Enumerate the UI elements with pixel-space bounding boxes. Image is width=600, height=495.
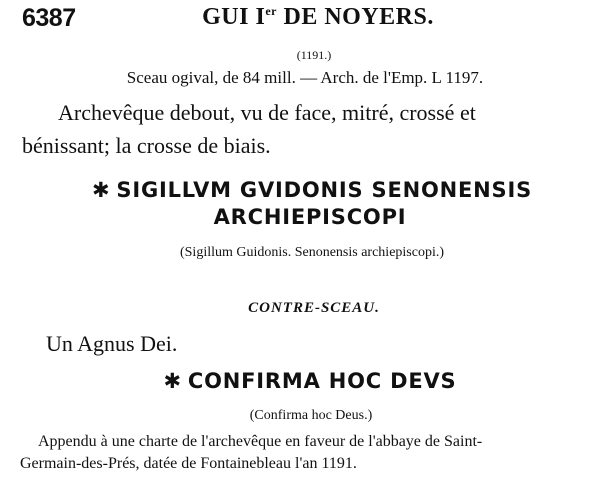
counter-seal-legend-text: CONFIRMA HOC DEVS — [187, 369, 457, 393]
entry-title — [0, 4, 600, 31]
title-main: GUI I — [202, 4, 266, 30]
seal-description-line-2: bénissant; la crosse de biais. — [22, 133, 271, 158]
seal-legend-text-1: SIGILLVM GVIDONIS SENONENSIS — [116, 178, 532, 202]
seal-legend-line-1 — [0, 178, 600, 202]
legend-star-icon: ✱ — [92, 178, 111, 202]
entry-meta: Sceau ogival, de 84 mill. — Arch. de l'Emp. L 1197. — [126, 68, 484, 87]
entry-date: (1191.) — [296, 48, 332, 62]
title-superscript: er — [265, 4, 277, 18]
counter-seal-heading: CONTRE-SCEAU. — [248, 300, 380, 316]
seal-description-line-1: Archevêque debout, vu de face, mitré, crossé et — [58, 100, 476, 125]
seal-legend-line-2: ARCHIEPISCOPI — [213, 205, 407, 229]
title-rest: DE NOYERS. — [276, 4, 434, 30]
legend-star-icon: ✱ — [163, 369, 182, 393]
note-line-1: Appendu à une charte de l'archevêque en faveur de l'abbaye de Saint- — [38, 433, 483, 450]
counter-seal-legend — [0, 369, 600, 393]
counter-seal-transcription: (Confirma hoc Deus.) — [249, 408, 373, 423]
counter-seal-description: Un Agnus Dei. — [46, 331, 178, 356]
note-line-2: Germain-des-Prés, datée de Fontainebleau l'an 1191. — [20, 455, 357, 472]
entry-number: 6387 — [22, 4, 76, 32]
seal-transcription: (Sigillum Guidonis. Senonensis archiepiscopi.) — [179, 245, 445, 260]
